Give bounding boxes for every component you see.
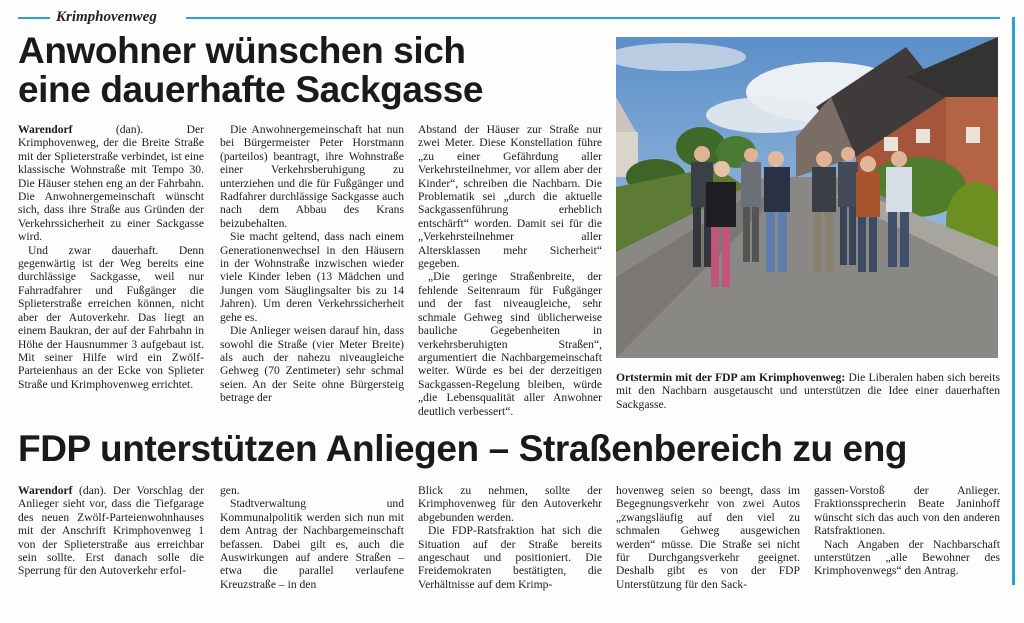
photo-caption xyxy=(616,371,1000,411)
paragraph: Sie macht geltend, dass nach einem Generationenwechsel in den Häusern in der Wohnstraße inzwischen wieder viele Kinder leben (13 Mädchen und Jungen vom Säuglingsalter bis zu 14 Jahren). Um deren Verkehrssicherheit gehe es. xyxy=(220,230,404,324)
paragraph: Und zwar dauerhaft. Denn gegenwärtig ist der Weg bereits eine durchlässige Sackgasse, weil nur Fahrradfahrer und Fußgänger die Splieterstraße erreichen können, nicht aber der Autoverkehr. Das liegt an einem Baukran, der auf der Fahrbahn in Höhe der Hausnummer 3 aufgebaut ist. Mit seiner Hilfe wird ein Zwölf-Parteienhaus an der Ecke von Splieter Straße und Krimphovenweg errichtet. xyxy=(18,243,204,391)
article1-column-2 xyxy=(220,123,404,405)
top-rule-left xyxy=(18,17,50,19)
paragraph: hovenweg seien so beengt, dass im Begegnungsverkehr von zwei Autos „zwangsläufig auf den viel zu schmalen Gehweg ausgewichen werden“ müsse. Die Straße sei nicht für Durchgangsverkehr geeignet. Deshalb gibt es von der FDP Unterstützung für den Sack- xyxy=(616,484,800,591)
headline-line-1: Anwohner wünschen sich xyxy=(18,30,466,71)
top-rule-right xyxy=(186,17,1000,19)
paragraph: Blick zu nehmen, sollte der Krimphovenweg für den Autoverkehr abgebunden werden. xyxy=(418,484,602,524)
article1-headline xyxy=(18,31,598,109)
article1-column-3 xyxy=(418,123,602,418)
section-label: Krimphovenweg xyxy=(56,9,157,25)
paragraph: Abstand der Häuser zur Straße nur zwei Meter. Diese Konstellation führe „zu einer Gefährdung aller Verkehrsteilnehmer, vor allem aber der Kinder“, schreiben die Nachbarn. Die Problematik sei „durch die aktuelle Sackgassenführung erheblich entschärft“ worden. Damit sei für die „Verkehrsteilnehmer aller Altersklassen mehr Sicherheit“ gegeben. xyxy=(418,123,602,271)
dateline: Warendorf xyxy=(18,484,73,497)
dateline: Warendorf xyxy=(18,123,73,136)
caption-lead: Ortstermin mit der FDP am Krimphovenweg: xyxy=(616,371,846,384)
article2-column-2 xyxy=(220,484,404,591)
article2-column-1 xyxy=(18,484,204,578)
article1-column-1 xyxy=(18,123,204,391)
article2-column-5 xyxy=(814,484,1000,578)
paragraph: Die Anwohnergemeinschaft hat nun bei Bürgermeister Peter Horstmann (parteilos) beantragt, ihre Wohnstraße einer Verkehrsberuhigung zu unterziehen und die für Fußgänger und Radfahrer durchlässige Sackgasse auch nach dem Abbau des Krans beizubehalten. xyxy=(220,123,404,230)
caption-text: Die Liberalen haben sich bereits mit den Nachbarn ausgetauscht und unterstützen die Idee einer dauerhaften Sackgasse. xyxy=(616,371,1000,411)
paragraph: Die FDP-Ratsfraktion hat sich die Situation auf der Straße bereits angeschaut und positioniert. Die Freidemokraten bestätigten, die Verhältnisse auf dem Krimp- xyxy=(418,524,602,591)
paragraph: gen. xyxy=(220,484,240,497)
article-photo xyxy=(616,37,998,358)
paragraph-text: (dan). Der Vorschlag der Anlieger sieht vor, dass die Tiefgarage des neuen Zwölf-Parteienwohnhauses mit der Anschrift Krimphovenweg 1 von der Splieterstraße aus erreichbar sein sollte. Erst danach solle die Sperrung für den Autoverkehr erfol- xyxy=(18,484,204,578)
right-border xyxy=(1012,17,1015,585)
paragraph: gassen-Vorstoß der Anlieger. Fraktionssprecherin Beate Janinhoff wünscht sich das auch von den anderen Ratsfraktionen. xyxy=(814,484,1000,538)
article2-column-3 xyxy=(418,484,602,591)
paragraph xyxy=(18,484,204,578)
paragraph: „Die geringe Straßenbreite, der fehlende Seitenraum für Fußgänger und der fast niveaugleiche, sehr schmale Gehweg sind üblicherweise bauliche Gegebenheiten in verkehrsberuhigten Straßen“, argumentiert die Nachbargemeinschaft weiter. Würde es bei der derzeitigen Sackgassen-Regelung bleiben, würde „die Lebensqualität aller Anwohner deutlich verbessert“. xyxy=(418,270,602,418)
paragraph: Nach Angaben der Nachbarschaft unterstützen „alle Bewohner des Krimphovenwegs“ den Antrag. xyxy=(814,537,1000,578)
paragraph-text: (dan). Der Krimphovenweg, der die Breite Straße mit der Splieterstraße verbindet, ist eine klassische Wohnstraße mit Tempo 30. Die Häuser stehen eng an der Fahrbahn. Die Anwohnergemeinschaft wünscht sich, dass ihre Straße aus Gründen der Verkehrssicherheit zu einer Sackgasse wird. xyxy=(18,123,204,244)
paragraph xyxy=(18,123,204,244)
article2-headline: FDP unterstützen Anliegen – Straßenbereich zu eng xyxy=(18,428,908,469)
article2-column-4 xyxy=(616,484,800,591)
paragraph: Stadtverwaltung und Kommunalpolitik werden sich nun mit dem Antrag der Nachbargemeinschaft befassen. Dabei gilt es, auch die Auswirkungen auf andere Straßen – etwa die parallel verlaufene Kreuzstraße – in den xyxy=(220,497,404,591)
paragraph: Die Anlieger weisen darauf hin, dass sowohl die Straße (vier Meter Breite) als auch der nahezu niveaugleiche Gehweg (70 Zentimeter) sehr schmal seien. An der Seite ohne Bürgersteig betrage der xyxy=(220,324,404,405)
headline-line-2: eine dauerhafte Sackgasse xyxy=(18,69,484,110)
